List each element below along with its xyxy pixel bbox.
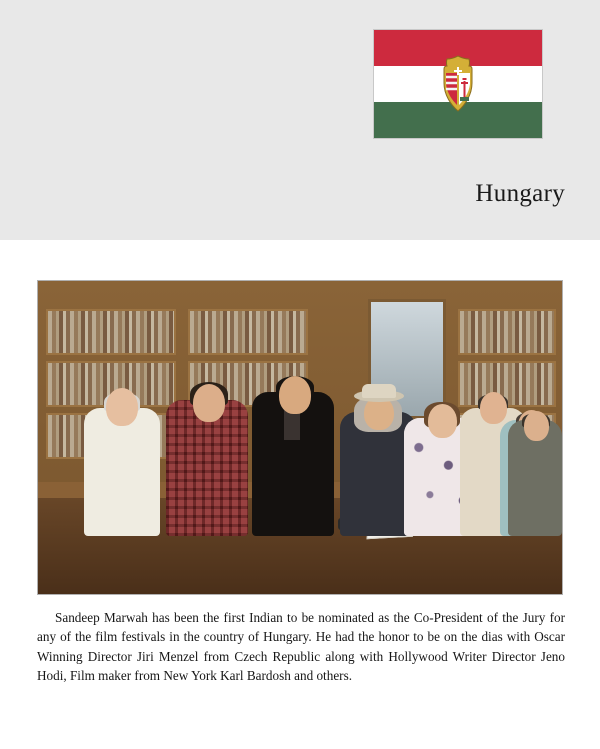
person-in-photo: [508, 354, 563, 536]
person-in-photo: [164, 336, 250, 536]
person-in-photo: [80, 346, 164, 536]
coat-of-arms-icon: [436, 53, 480, 115]
page-body: [0, 240, 600, 749]
group-photo: [37, 280, 563, 595]
photo-caption: Sandeep Marwah has been the first Indian to be nominated as the Co-President of the Jury for any of the film festivals in the country of Hungary. He had the honor to be on the dias with Oscar Winning Director Jiri Menzel from Czech Republic along with Hollywood Writer Director Jeno Hodi, Film maker from New York Karl Bardosh and others.: [37, 610, 565, 684]
page-header: [0, 0, 600, 240]
flag-of-hungary-icon: [373, 29, 543, 139]
person-in-photo: [250, 328, 336, 536]
photo-scene: [38, 281, 562, 594]
page-title: Hungary: [475, 180, 565, 207]
